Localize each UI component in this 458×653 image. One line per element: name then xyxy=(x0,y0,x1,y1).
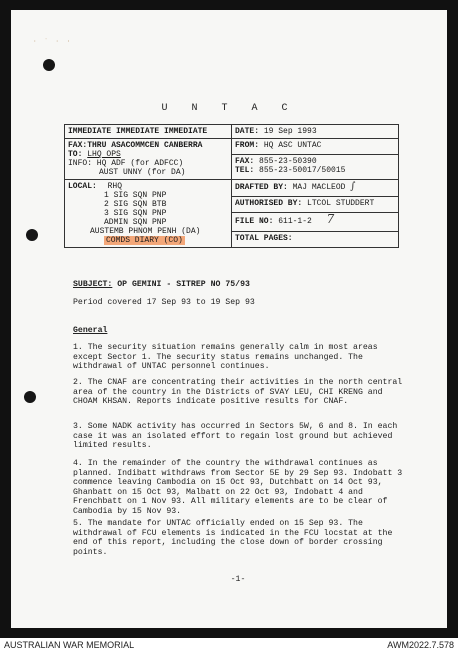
date-label: DATE: xyxy=(235,127,260,136)
paragraph: 3. Some NADK activity has occurred in Sectors 5W, 6 and 8. In each case it was an isolated effort to regain lost ground but achieved limited results. xyxy=(73,422,398,451)
org-header: U N T A C xyxy=(161,103,297,114)
drafted-cell xyxy=(232,180,399,197)
message-header-table xyxy=(64,124,399,248)
paragraph: 4. In the remainder of the country the withdrawal continues as planned. Indibatt withdraws from Sector 5E by 29 Sep 93. Indobatt 3 commence leaving Cambodia on 15 Oct 93, Dutchbatt on 14 Oct 93, Ghanbatt on 15 Oct 93, Malbatt on 22 Oct 93, Indobatt 4 and Frenchbatt on 1 Nov 93. All military elements are to be clear of Cambodia by 15 Nov 93. xyxy=(73,459,403,516)
fax-value: 855-23-50390 xyxy=(259,156,317,166)
paper-specks: · ˙ · · xyxy=(33,38,73,45)
paragraph: 2. The CNAF are concentrating their activities in the north central area of the country in the Districts of SVAY LEU, CHI KRENG and CHOAM KHSAN. Reports indicate positive results for CNAF. xyxy=(73,378,403,407)
paragraph: 1. The security situation remains generally calm in most areas except Sector 1. The security status remains unchanged. The withdrawal of UNTAC personnel continues. xyxy=(73,343,378,372)
section-heading: General xyxy=(73,326,108,335)
authorised-value: LTCOL STUDDERT xyxy=(307,199,375,209)
file-value: 611-1-2 xyxy=(278,217,312,227)
page-number: -1- xyxy=(230,575,246,584)
archive-footer xyxy=(0,638,458,653)
precedence-cell xyxy=(65,125,232,139)
local-first: RHQ xyxy=(107,182,123,191)
total-pages-label: TOTAL PAGES: xyxy=(235,233,293,243)
signature-icon: ∫ xyxy=(350,181,356,192)
paragraph: 5. The mandate for UNTAC officially ended on 15 Sep 93. The withdrawal of FCU elements is indicated in the FCU locstat at the end of this report, including the close down of border crossing points. xyxy=(73,519,393,557)
punch-hole xyxy=(43,59,55,71)
local-cell xyxy=(65,180,232,248)
tel-value: 855-23-50017/50015 xyxy=(259,165,346,175)
authorised-cell xyxy=(232,197,399,213)
archive-name: AUSTRALIAN WAR MEMORIAL xyxy=(4,640,135,650)
from-value: HQ ASC UNTAC xyxy=(263,141,322,150)
date-cell xyxy=(232,125,399,139)
addressee-cell xyxy=(65,139,232,180)
archive-id: AWM2022.7.578 xyxy=(387,640,454,650)
drafted-label: DRAFTED BY: xyxy=(235,183,288,192)
info-line-1: INFO: HQ ADF (for ADFCC) xyxy=(68,159,184,168)
local-austemb: AUSTEMB PHNOM PENH (DA) xyxy=(90,227,201,236)
punch-hole xyxy=(24,391,36,403)
subject-value: OP GEMINI - SITREP NO 75/93 xyxy=(117,280,250,289)
local-item: 3 SIG SQN PNP xyxy=(104,209,167,218)
local-highlight: COMDS DIARY (CO) xyxy=(106,236,183,245)
total-pages-cell xyxy=(232,231,399,247)
fax-thru: FAX:THRU ASACOMMCEN CANBERRA xyxy=(68,141,203,150)
local-item: 1 SIG SQN PNP xyxy=(104,191,167,200)
fax-label: FAX: xyxy=(235,156,255,166)
file-cell xyxy=(232,213,399,231)
to-label: TO: xyxy=(68,150,83,159)
from-label: FROM: xyxy=(235,141,260,150)
drafted-value: MAJ MACLEOD xyxy=(292,183,346,192)
local-item: ADMIN SQN PNP xyxy=(104,218,167,227)
subject-line xyxy=(73,280,403,290)
file-label: FILE NO: xyxy=(235,217,274,227)
authorised-label: AUTHORISED BY: xyxy=(235,199,303,209)
tel-label: TEL: xyxy=(235,165,255,175)
punch-hole xyxy=(26,229,38,241)
local-label: LOCAL: xyxy=(68,182,97,191)
date-value: 19 Sep 1993 xyxy=(263,127,317,136)
info-line-2: AUST UNNY (for DA) xyxy=(99,168,186,177)
to-value: LHQ OPS xyxy=(87,150,121,159)
document-page xyxy=(11,10,447,628)
precedence: IMMEDIATE IMMEDIATE IMMEDIATE xyxy=(68,127,208,136)
local-item: 2 SIG SQN BTB xyxy=(104,200,167,209)
period-line: Period covered 17 Sep 93 to 19 Sep 93 xyxy=(73,298,255,307)
from-cell xyxy=(232,139,399,155)
subject-label: SUBJECT: xyxy=(73,280,113,289)
fax-tel-cell xyxy=(232,154,399,180)
file-handwritten: 7 xyxy=(326,212,335,227)
